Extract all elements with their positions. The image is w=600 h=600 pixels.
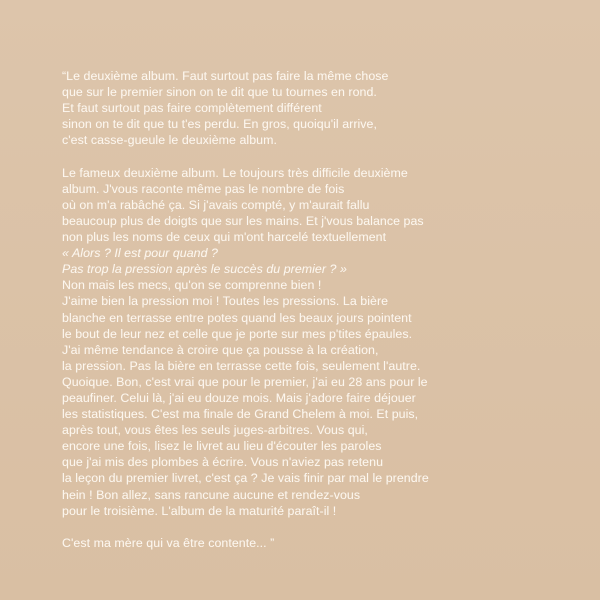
- text-line: que j'ai mis des plombes à écrire. Vous n'aviez pas retenu: [62, 455, 384, 470]
- text-line: où on m'a rabâché ça. Si j'avais compté, y m'aurait fallu: [62, 197, 370, 212]
- paragraph-4: [62, 277, 530, 518]
- text-line: Le fameux deuxième album. Le toujours très difficile deuxième: [62, 165, 408, 180]
- text-line: J'aime bien la pression moi ! Toutes les pressions. La bière: [62, 294, 389, 309]
- paragraph-2: [62, 165, 530, 245]
- text-line: blanche en terrasse entre potes quand les beaux jours pointent: [62, 310, 412, 325]
- text-line: Pas trop la pression après le succès du premier ? »: [62, 262, 347, 277]
- text-line: beaucoup plus de doigts que sur les mains. Et j'vous balance pas: [62, 213, 424, 228]
- paragraph-1: [62, 68, 530, 148]
- text-line: peaufiner. Celui là, j'ai eu douze mois. Mais j'adore faire déjouer: [62, 390, 416, 405]
- text-line: le bout de leur nez et celle que je porte sur mes p'tites épaules.: [62, 326, 413, 341]
- text-line: “Le deuxième album. Faut surtout pas faire la même chose: [62, 69, 389, 83]
- text-line: C'est ma mère qui va être contente... ”: [62, 535, 275, 550]
- text-line: album. J'vous raconte même pas le nombre de fois: [62, 181, 345, 196]
- text-line: Et faut surtout pas faire complètement différent: [62, 101, 322, 116]
- text-line: après tout, vous êtes les seuls juges-arbitres. Vous qui,: [62, 423, 368, 438]
- text-line: hein ! Bon allez, sans rancune aucune et rendez-vous: [62, 487, 361, 502]
- text-line: « Alors ? Il est pour quand ?: [62, 246, 218, 261]
- text-column: [62, 68, 530, 551]
- text-line: la leçon du premier livret, c'est ça ? Je vais finir par mal le prendre: [62, 471, 429, 486]
- text-line: non plus les noms de ceux qui m'ont harcelé textuellement: [62, 230, 387, 245]
- text-line: Non mais les mecs, qu'on se comprenne bien !: [62, 278, 322, 293]
- text-line: que sur le premier sinon on te dit que tu tournes en rond.: [62, 85, 377, 100]
- text-line: les statistiques. C'est ma finale de Grand Chelem à moi. Et puis,: [62, 407, 419, 422]
- text-line: J'ai même tendance à croire que ça pousse à la création,: [62, 342, 379, 357]
- paragraph-5-closing: [62, 535, 530, 551]
- text-line: c'est casse-gueule le deuxième album.: [62, 133, 277, 148]
- text-line: Quoique. Bon, c'est vrai que pour le premier, j'ai eu 28 ans pour le: [62, 374, 428, 389]
- text-line: encore une fois, lisez le livret au lieu d'écouter les paroles: [62, 439, 382, 454]
- text-line: la pression. Pas la bière en terrasse cette fois, seulement l'autre.: [62, 358, 421, 373]
- text-line: sinon on te dit que tu t'es perdu. En gros, quoiqu'il arrive,: [62, 117, 377, 132]
- text-line: pour le troisième. L'album de la maturité paraît-il !: [62, 503, 337, 518]
- paragraph-3-quote: [62, 245, 530, 277]
